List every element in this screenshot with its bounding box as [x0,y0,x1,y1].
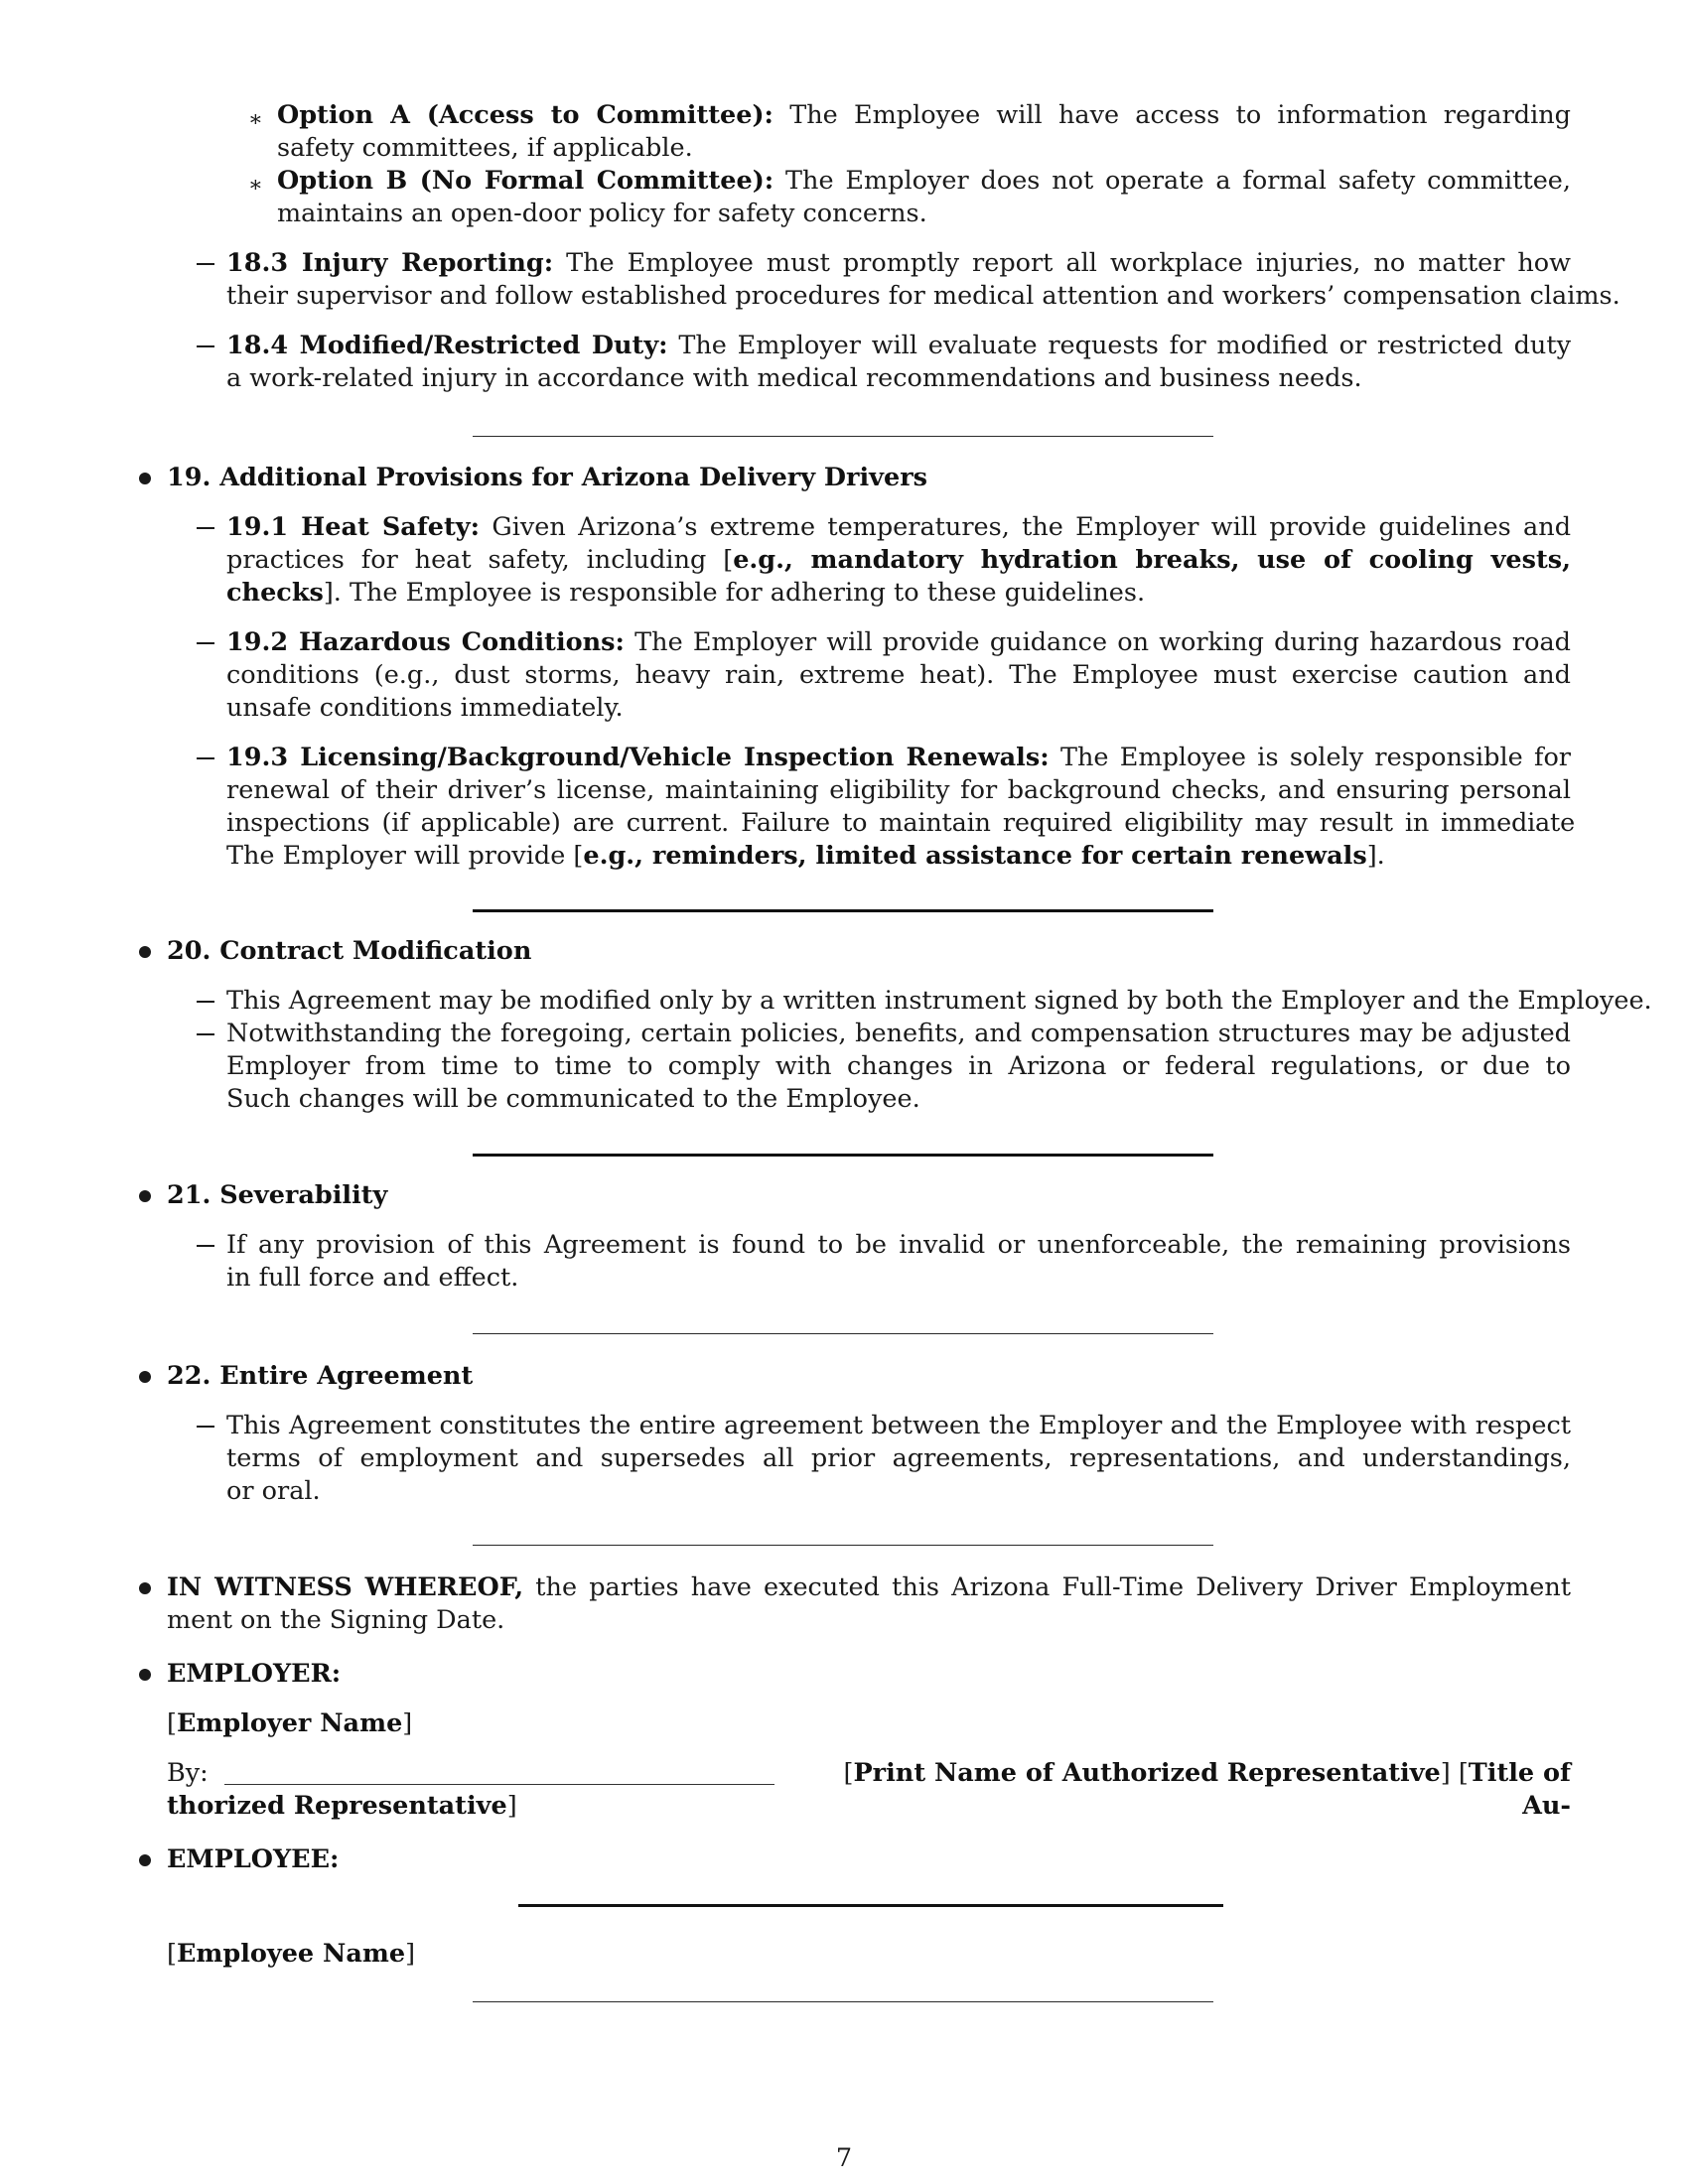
option-a-line1: Option A (Access to Committee): The Employee will have access to information regarding [277,100,1571,130]
dash-bullet [197,1245,214,1247]
employer-representative-line2: thorized Representative] [167,1791,517,1821]
bullet [139,1190,151,1202]
section-19-2-line3: unsafe conditions immediately. [226,693,624,723]
section-19-3-line4: The Employer will provide [e.g., reminders, limited assistance for certain renewals]. [226,841,1385,871]
bullet [139,1582,151,1594]
bullet [139,473,151,484]
by-label: By: [167,1758,209,1788]
section-divider [473,2001,1213,2002]
section-20-item2-line3: Such changes will be communicated to the Employee. [226,1084,920,1114]
section-22-item1-line1: This Agreement constitutes the entire agreement between the Employer and the Employee with respect [226,1411,1571,1440]
section-18-3-line1: 18.3 Injury Reporting: The Employee must promptly report all workplace injuries, no matter how [226,248,1571,278]
employer-representative-line1: [Print Name of Authorized Representative] [Title of Au- [843,1758,1571,1821]
section-18-3-line2: their supervisor and follow established procedures for medical attention and workers’ compensation claims. [226,281,1620,311]
section-21-heading: 21. Severability [167,1180,388,1210]
section-20-item1: This Agreement may be modified only by a written instrument signed by both the Employer and the Employee. [226,986,1652,1016]
section-19-3-line3: inspections (if applicable) are current. Failure to maintain required eligibility may result in immediate [226,808,1575,838]
section-18-4-line1: 18.4 Modified/Restricted Duty: The Employer will evaluate requests for modified or restricted duty [226,331,1571,360]
section-22-item1-line3: or oral. [226,1476,321,1506]
dash-bullet [197,757,214,759]
bullet [139,946,151,958]
dash-bullet [197,263,214,265]
section-21-item1-line1: If any provision of this Agreement is found to be invalid or unenforceable, the remaining provisions [226,1230,1571,1260]
section-19-3-line2: renewal of their driver’s license, maintaining eligibility for background checks, and ensuring personal [226,775,1571,805]
section-20-item2-line1: Notwithstanding the foregoing, certain policies, benefits, and compensation structures may be adjusted [226,1019,1571,1048]
option-b-line2: maintains an open-door policy for safety concerns. [277,199,927,228]
employee-name-placeholder: [Employee Name] [167,1939,416,1969]
section-19-1-line3: checks]. The Employee is responsible for adhering to these guidelines. [226,578,1146,608]
employer-heading: EMPLOYER: [167,1659,342,1689]
witness-line2: ment on the Signing Date. [167,1605,505,1635]
section-22-heading: 22. Entire Agreement [167,1361,474,1391]
option-a-line2: safety committees, if applicable. [277,133,693,163]
dash-bullet [197,1001,214,1003]
section-20-item2-line2: Employer from time to time to comply with changes in Arizona or federal regulations, or due to [226,1051,1571,1081]
bullet [139,1371,151,1383]
section-19-heading: 19. Additional Provisions for Arizona Delivery Drivers [167,463,927,492]
asterisk-bullet: ∗ [248,107,263,132]
employer-signature-line[interactable] [224,1784,774,1785]
dash-bullet [197,527,214,529]
section-20-heading: 20. Contract Modification [167,936,532,966]
section-19-2-line1: 19.2 Hazardous Conditions: The Employer will provide guidance on working during hazardous road [226,627,1571,657]
section-22-item1-line2: terms of employment and supersedes all prior agreements, representations, and understandings, [226,1443,1571,1473]
dash-bullet [197,1426,214,1428]
dash-bullet [197,642,214,644]
section-divider [473,1333,1213,1334]
dash-bullet [197,345,214,347]
section-divider [473,436,1213,437]
option-b-line1: Option B (No Formal Committee): The Employer does not operate a formal safety committee, [277,166,1571,196]
employee-signature-line[interactable] [518,1904,1223,1907]
section-19-3-line1: 19.3 Licensing/Background/Vehicle Inspection Renewals: The Employee is solely responsible for [226,743,1571,772]
section-18-4-line2: a work-related injury in accordance with medical recommendations and business needs. [226,363,1362,393]
witness-line1: IN WITNESS WHEREOF, the parties have executed this Arizona Full-Time Delivery Driver Employment [167,1572,1571,1602]
asterisk-bullet: ∗ [248,173,263,198]
section-21-item1-line2: in full force and effect. [226,1263,519,1293]
bullet [139,1669,151,1681]
bullet [139,1854,151,1866]
section-19-2-line2: conditions (e.g., dust storms, heavy rain, extreme heat). The Employee must exercise caution and [226,660,1571,690]
page-number: 7 [835,2143,853,2173]
section-divider [473,909,1213,912]
section-divider [473,1545,1213,1546]
dash-bullet [197,1033,214,1035]
employer-name-placeholder: [Employer Name] [167,1708,413,1738]
section-divider [473,1154,1213,1157]
employee-heading: EMPLOYEE: [167,1844,340,1874]
section-19-1-line2: practices for heat safety, including [e.g., mandatory hydration breaks, use of cooling vests, [226,545,1571,575]
section-19-1-line1: 19.1 Heat Safety: Given Arizona’s extreme temperatures, the Employer will provide guidelines and [226,512,1571,542]
